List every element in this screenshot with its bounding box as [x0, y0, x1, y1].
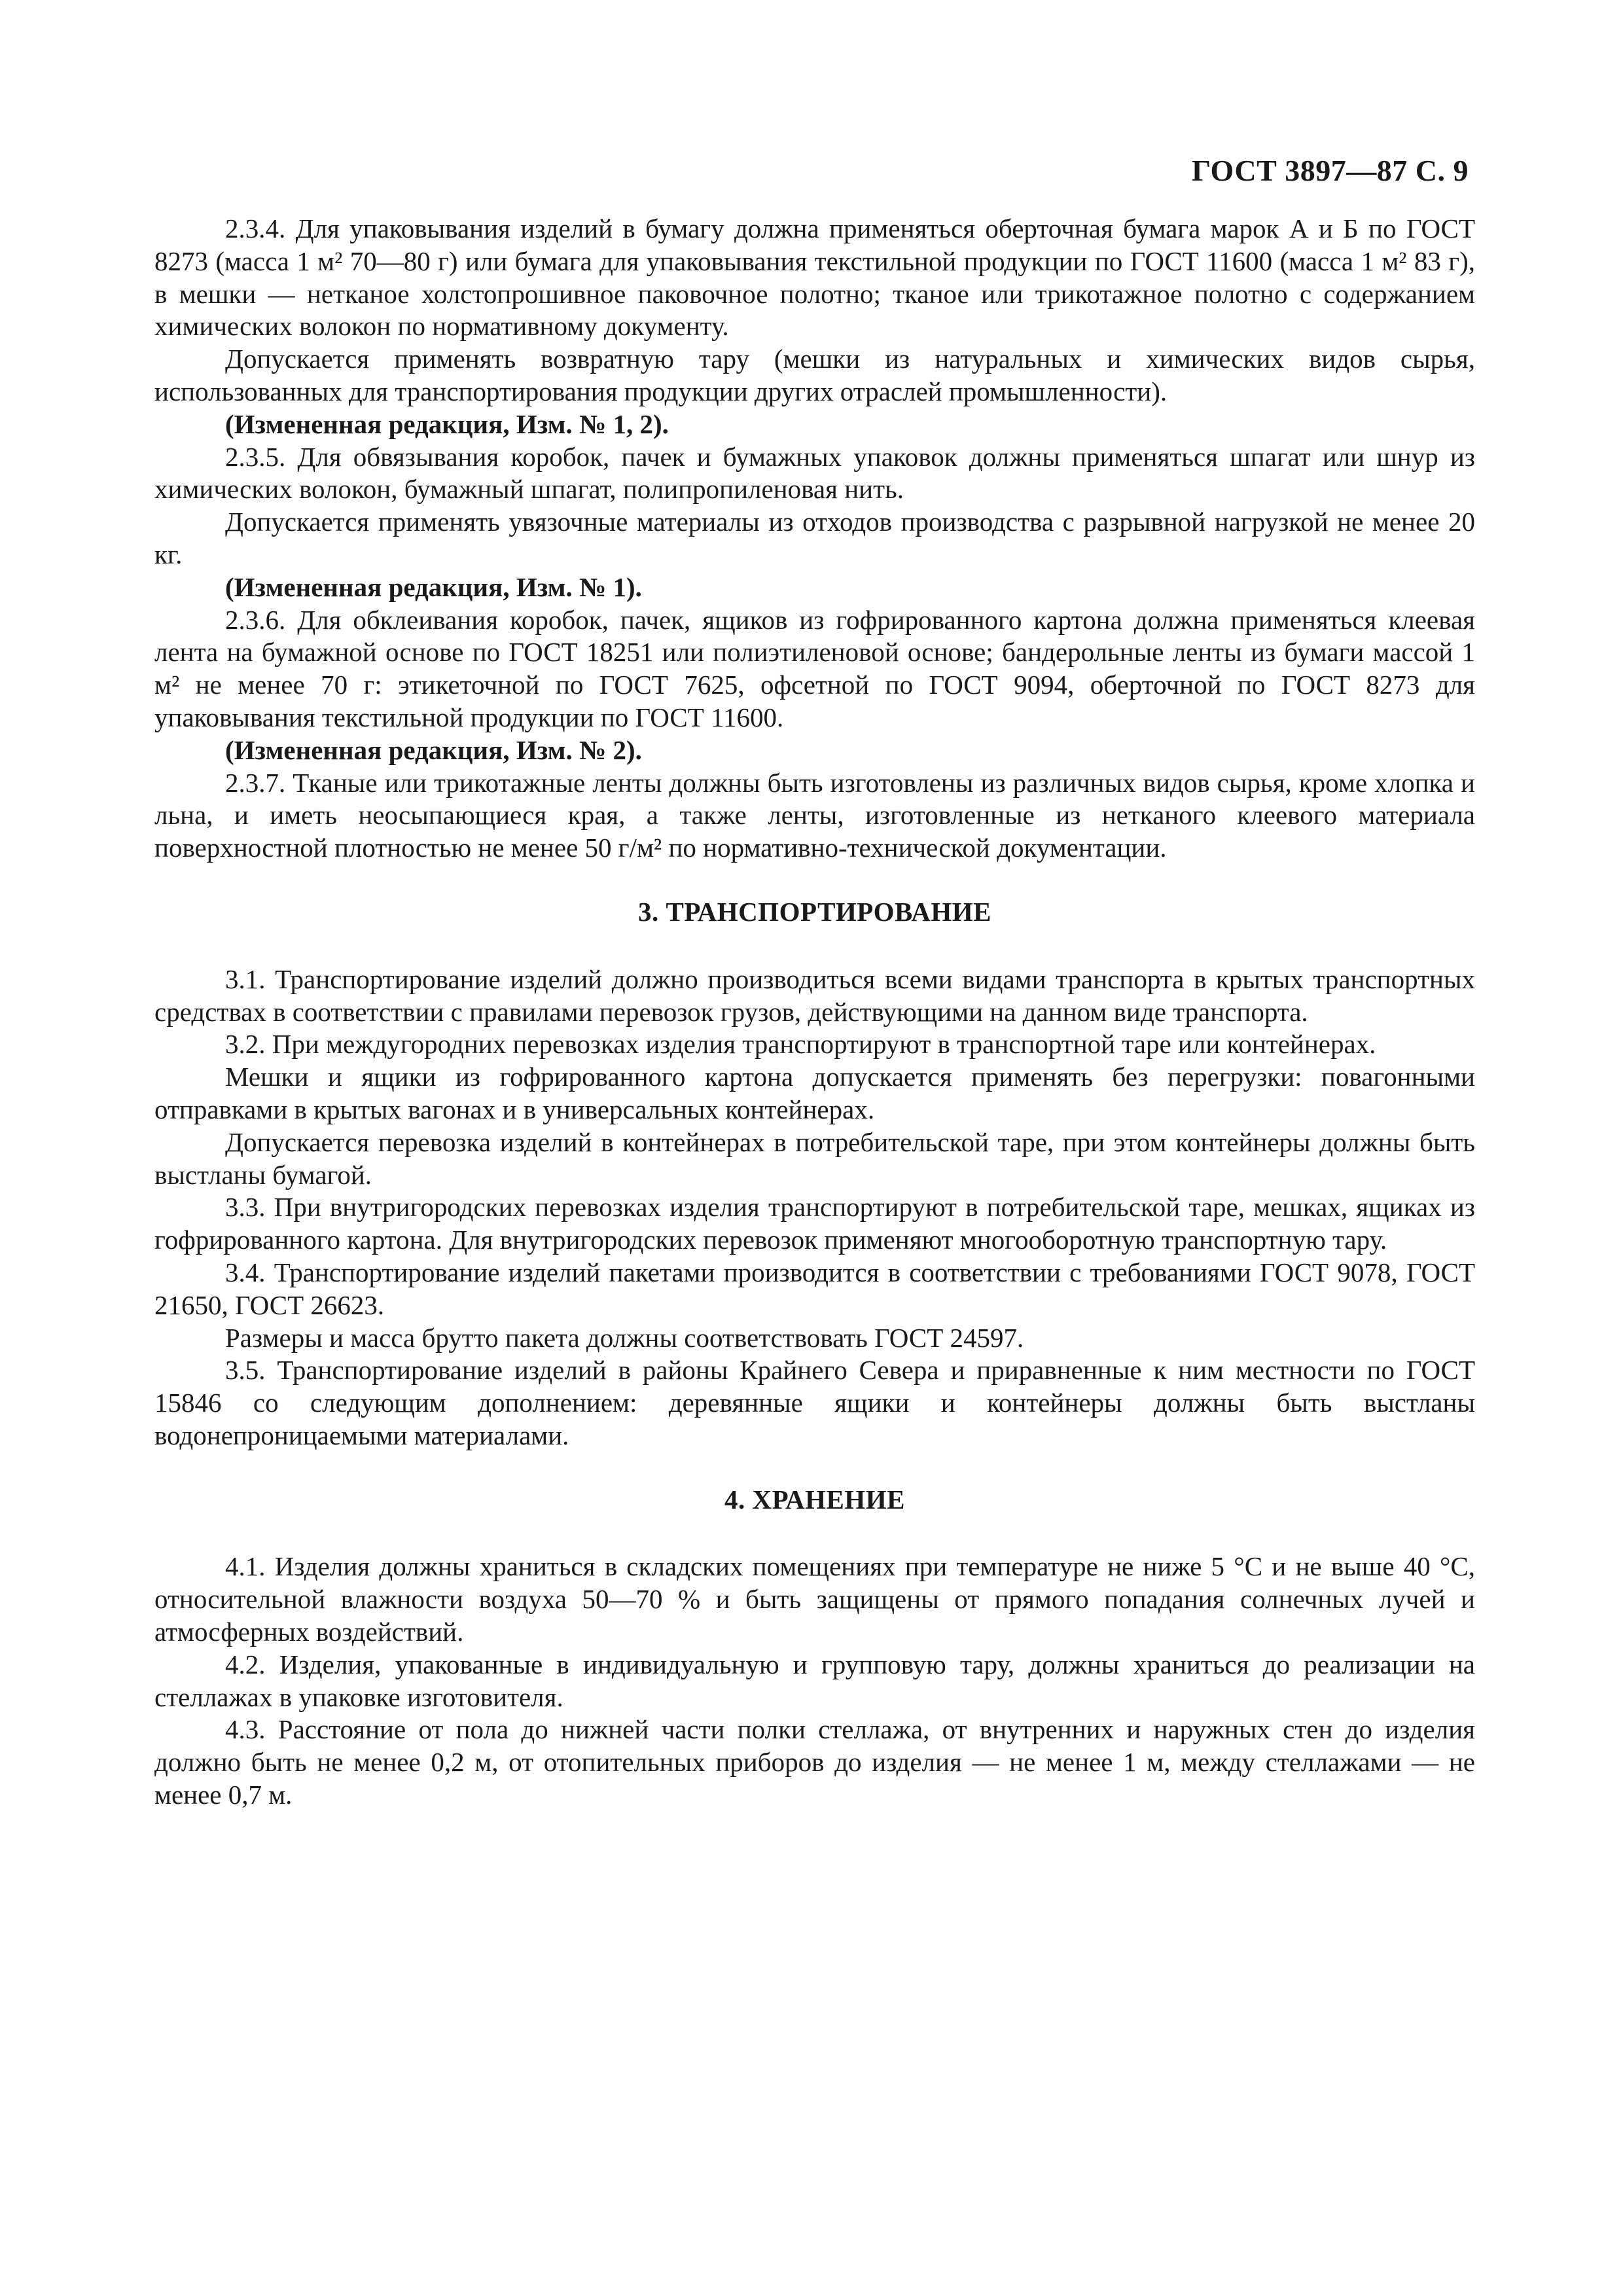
para-2-3-4-allowed: Допускается применять возвратную тару (мешки из натуральных и химических видов сырья, использованных для транспортирования продукции других отраслей промышленности).	[154, 344, 1475, 406]
para-3-2-bags: Мешки и ящики из гофрированного картона допускается применять без перегрузки: повагонными отправками в крытых вагонах и в универсальных контейнерах.	[154, 1062, 1475, 1124]
document-reference-header: ГОСТ 3897—87 С. 9	[1191, 154, 1469, 187]
amendment-note-3: (Измененная редакция, Изм. № 2).	[225, 734, 642, 765]
para-3-2: 3.2. При междугородних перевозках изделия транспортируют в транспортной таре или контейнерах.	[225, 1029, 1376, 1060]
para-2-3-5-allowed: Допускается применять увязочные материалы из отходов производства с разрывной нагрузкой не менее 20 кг.	[154, 507, 1475, 569]
amendment-note-1: (Измененная редакция, Изм. № 1, 2).	[225, 408, 669, 439]
para-4-1: 4.1. Изделия должны храниться в складских помещениях при температуре не ниже 5 °С и не выше 40 °С, относительной влажности воздуха 50—70 % и быть защищены от прямого попадания солнечных лучей и атмосферных воздействий.	[154, 1551, 1475, 1647]
section-3-heading: 3. ТРАНСПОРТИРОВАНИЕ	[637, 896, 992, 927]
amendment-note-2: (Измененная редакция, Изм. № 1).	[225, 571, 642, 602]
para-3-2-containers: Допускается перевозка изделий в контейнерах в потребительской таре, при этом контейнеры должны быть выстланы бумагой.	[154, 1126, 1475, 1190]
document-body	[154, 213, 1475, 1812]
para-3-4-size: Размеры и масса брутто пакета должны соответствовать ГОСТ 24597.	[225, 1322, 1024, 1353]
para-3-4: 3.4. Транспортирование изделий пакетами производится в соответствии с требованиями ГОСТ 9078, ГОСТ 21650, ГОСТ 26623.	[154, 1257, 1475, 1320]
para-4-2: 4.2. Изделия, упакованные в индивидуальную и групповую тару, должны храниться до реализации на стеллажах в упаковке изготовителя.	[154, 1649, 1475, 1712]
para-3-3: 3.3. При внутригородских перевозках изделия транспортируют в потребительской таре, мешках, ящиках из гофрированного картона. Для внутригородских перевозок применяют многооборотную транспортную тару.	[154, 1192, 1475, 1255]
para-2-3-6: 2.3.6. Для обклеивания коробок, пачек, ящиков из гофрированного картона должна применяться клеевая лента на бумажной основе по ГОСТ 18251 или полиэтиленовой основе; бандерольные ленты из бумаги массой 1 м² не менее 70 г: этикеточной по ГОСТ 7625, офсетной по ГОСТ 9094, оберточной по ГОСТ 8273 для упаковывания текстильной продукции по ГОСТ 11600.	[154, 604, 1475, 732]
para-3-1: 3.1. Транспортирование изделий должно производиться всеми видами транспорта в крытых транспортных средствах в соответствии с правилами перевозок грузов, действующими на данном виде транспорта.	[154, 963, 1475, 1027]
para-3-5: 3.5. Транспортирование изделий в районы Крайнего Севера и приравненные к ним местности по ГОСТ 15846 со следующим дополнением: деревянные ящики и контейнеры должны быть выстланы водонепроницаемыми материалами.	[154, 1355, 1475, 1450]
para-4-3: 4.3. Расстояние от пола до нижней части полки стеллажа, от внутренних и наружных стен до изделия должно быть не менее 0,2 м, от отопительных приборов до изделия — не менее 1 м, между стеллажами — не менее 0,7 м.	[154, 1714, 1475, 1810]
para-2-3-5: 2.3.5. Для обвязывания коробок, пачек и бумажных упаковок должны применяться шпагат или шнур из химических волокон, бумажный шпагат, полипропиленовая нить.	[154, 441, 1475, 505]
section-4-heading: 4. ХРАНЕНИЕ	[724, 1484, 905, 1515]
para-2-3-7: 2.3.7. Тканые или трикотажные ленты должны быть изготовлены из различных видов сырья, кроме хлопка и льна, и иметь неосыпающиеся края, а также ленты, изготовленные из нетканого клеевого материала поверхностной плотностью не менее 50 г/м² по нормативно-технической документации.	[154, 767, 1475, 863]
para-2-3-4: 2.3.4. Для упаковывания изделий в бумагу должна применяться оберточная бумага марок А и Б по ГОСТ 8273 (масса 1 м² 70—80 г) или бумага для упаковывания текстильной продукции по ГОСТ 11600 (масса 1 м² 83 г), в мешки — нетканое холстопрошивное паковочное полотно; тканое или трикотажное полотно с содержанием химических волокон по нормативному документу.	[154, 213, 1475, 342]
